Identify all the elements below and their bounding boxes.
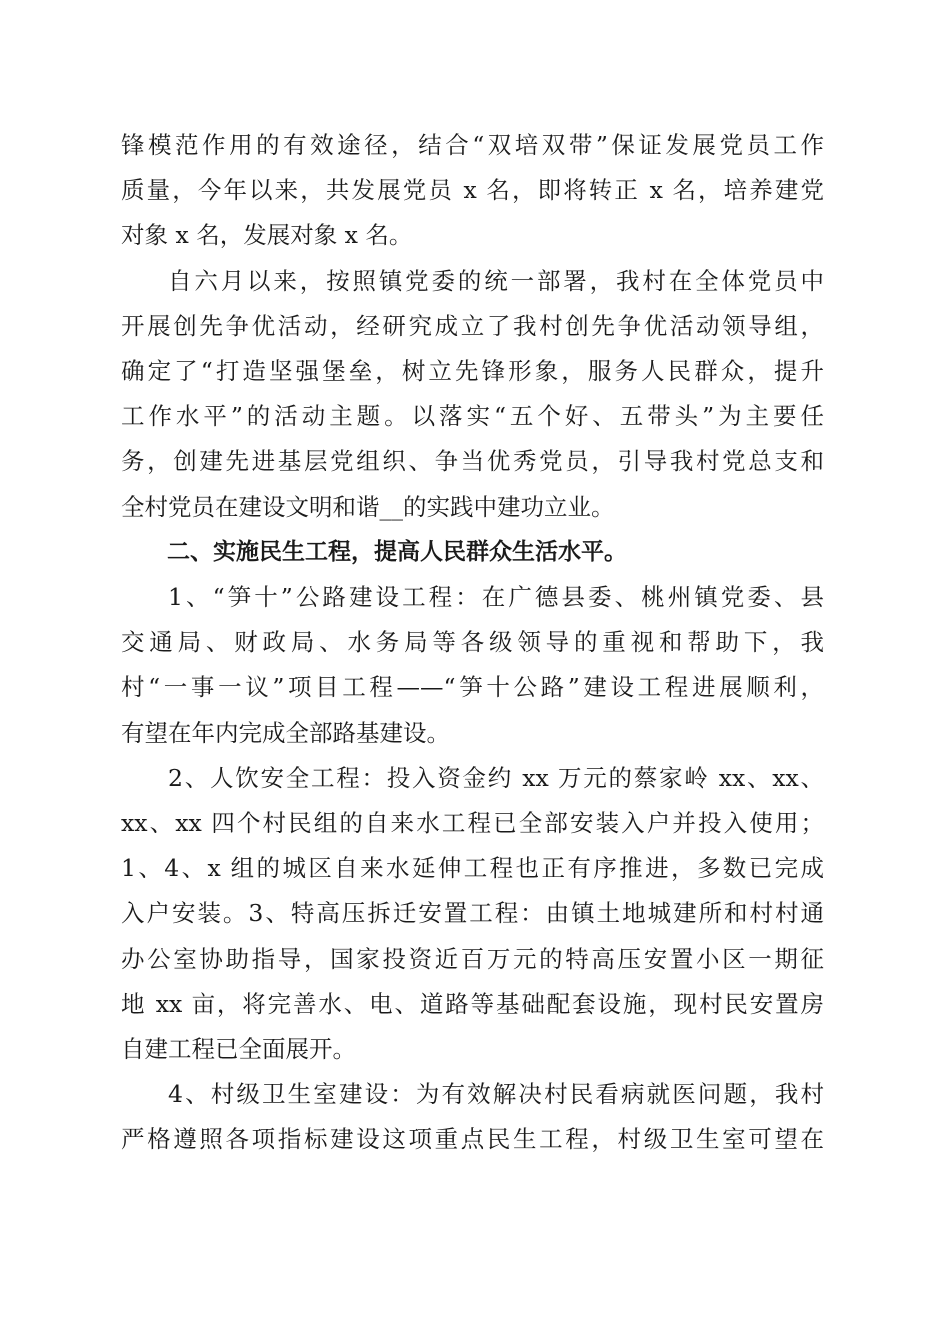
- paragraph-excellence-campaign: [121, 259, 824, 530]
- text-line: xx、xx 四个村民组的自来水工程已全部安装入户并投入使用；: [121, 809, 824, 838]
- text-line: 严格遵照各项指标建设这项重点民生工程，村级卫生室可望在: [121, 1125, 824, 1154]
- paragraph-party-member-development: [121, 123, 824, 259]
- text-line: 自六月以来，按照镇党委的统一部署，我村在全体党员中: [168, 266, 824, 295]
- text-line: 有望在年内完成全部路基建设。: [121, 718, 450, 747]
- text-line: 务，创建先进基层党组织、争当优秀党员，引导我村党总支和: [121, 447, 824, 476]
- text-line: 确定了“打造坚强堡垒，树立先锋形象，服务人民群众，提升: [121, 357, 824, 386]
- heading-text: 二、实施民生工程，提高人民群众生活水平。: [167, 538, 627, 565]
- paragraph-water-safety: [121, 756, 824, 1072]
- text-line: 1、“笋十”公路建设工程：在广德县委、桃州镇党委、县: [168, 583, 824, 612]
- paragraph-clinic-construction: [121, 1072, 824, 1162]
- text-line: 锋模范作用的有效途径，结合“双培双带”保证发展党员工作: [121, 131, 824, 159]
- paragraph-road-project: [121, 575, 824, 756]
- text-line: 全村党员在建设文明和谐__的实践中建功立业。: [121, 492, 615, 521]
- text-line: 2、人饮安全工程：投入资金约 xx 万元的蔡家岭 xx、xx、: [168, 763, 824, 792]
- text-line: 入户安装。3、特高压拆迁安置工程：由镇土地城建所和村村通: [121, 899, 824, 928]
- text-line: 对象 x 名，发展对象 x 名。: [121, 221, 413, 250]
- text-line: 开展创先争优活动，经研究成立了我村创先争优活动领导组，: [121, 311, 824, 340]
- text-line: 4、村级卫生室建设：为有效解决村民看病就医问题，我村: [168, 1080, 824, 1109]
- text-line: 村“一事一议”项目工程——“笋十公路”建设工程进展顺利，: [121, 673, 824, 702]
- text-line: 办公室协助指导，国家投资近百万元的特高压安置小区一期征: [121, 944, 824, 973]
- text-line: 交通局、财政局、水务局等各级领导的重视和帮助下，我: [121, 628, 824, 657]
- document-body: [121, 123, 824, 1163]
- text-line: 工作水平”的活动主题。以落实“五个好、五带头”为主要任: [121, 402, 824, 431]
- text-line: 1、4、x 组的城区自来水延伸工程也正有序推进，多数已完成: [121, 854, 824, 883]
- text-line: 质量，今年以来，共发展党员 x 名，即将转正 x 名，培养建党: [121, 176, 824, 205]
- text-line: 自建工程已全面展开。: [121, 1035, 356, 1064]
- text-line: 地 xx 亩，将完善水、电、道路等基础配套设施，现村民安置房: [121, 989, 824, 1018]
- section-heading-livelihood: [121, 530, 824, 575]
